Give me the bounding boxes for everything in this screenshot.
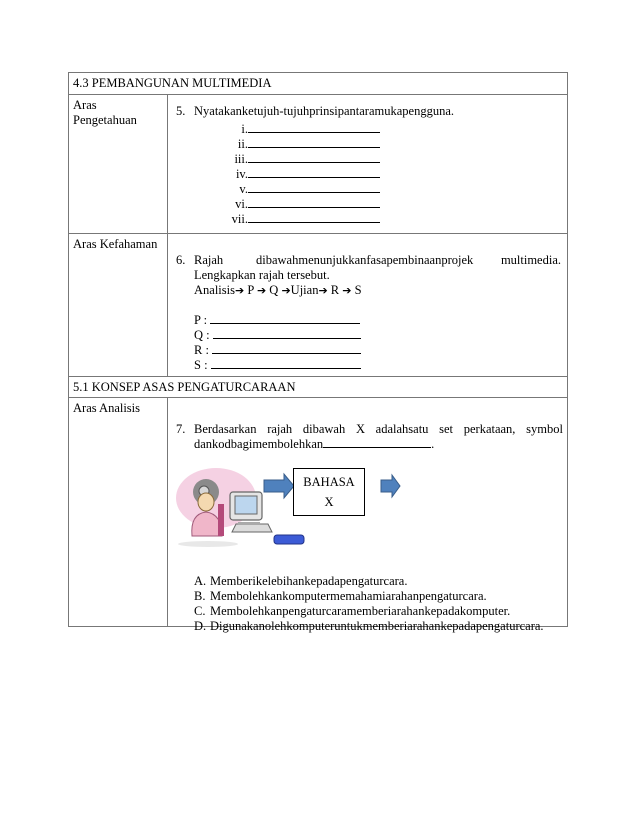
language-box	[293, 468, 365, 516]
blank-line[interactable]	[248, 182, 380, 193]
question-instruction: Lengkapkan rajah tersebut.	[194, 268, 330, 282]
roman-numeral: vii.	[231, 212, 248, 226]
question-word: adalahsatu	[375, 422, 429, 436]
phase-label: Q	[269, 283, 279, 297]
blank-line[interactable]	[248, 197, 380, 208]
question-line	[194, 422, 563, 437]
question-word: Rajah	[194, 253, 224, 267]
answer-label: P :	[194, 313, 208, 327]
right-arrow-icon: ➔	[281, 284, 291, 297]
blank-line[interactable]	[248, 212, 380, 223]
right-arrow-icon	[381, 475, 400, 497]
answer-line	[194, 358, 361, 373]
question-word: dibawah	[302, 422, 346, 436]
level-label: Aras	[73, 98, 97, 112]
level-cell	[69, 398, 168, 626]
roman-numeral: ii.	[237, 137, 248, 151]
option-text: Digunakanolehkomputeruntukmemberiarahankepadapengaturcara.	[210, 619, 544, 633]
question-word: perkataan,	[463, 422, 516, 436]
answer-line	[168, 137, 378, 152]
section-title: 5.1 KONSEP ASAS PENGATURCARAAN	[73, 380, 296, 394]
roman-numeral: vi.	[235, 197, 248, 211]
roman-numeral: iv.	[235, 167, 248, 181]
answer-line	[194, 313, 361, 328]
blank-line[interactable]	[210, 313, 360, 324]
answer-label: Q :	[194, 328, 210, 342]
roman-numeral: iii.	[234, 152, 248, 166]
level-cell	[69, 95, 168, 233]
phase-label: Ujian	[290, 283, 319, 297]
option-text: Memberikelebihankepadapengaturcara.	[210, 574, 408, 588]
option-letter: B.	[194, 589, 206, 603]
question-number: 6.	[176, 253, 186, 267]
question-word: X	[355, 422, 365, 436]
right-arrow-icon: ➔	[256, 284, 267, 297]
question-line	[194, 437, 434, 452]
answer-label: S :	[194, 358, 208, 372]
question-word: dibawahmenunjukkanfasapembinaanprojek	[256, 253, 474, 267]
option-item[interactable]	[194, 574, 544, 589]
question-text: dankodbagimembolehkan	[194, 437, 324, 451]
question-row	[69, 94, 567, 233]
box-label: X	[324, 495, 334, 509]
blank-line[interactable]	[213, 328, 361, 339]
box-label: BAHASA	[303, 475, 355, 489]
answer-line	[168, 197, 378, 212]
right-arrow-icon: ➔	[234, 284, 245, 297]
right-arrow-icon	[264, 474, 294, 498]
option-text: Membolehkanpengaturcaramemberiarahankepadakomputer.	[210, 604, 511, 618]
answer-list	[168, 122, 378, 227]
roman-numeral: v.	[239, 182, 248, 196]
answer-list	[194, 313, 361, 373]
question-word: Berdasarkan	[194, 422, 257, 436]
option-item[interactable]	[194, 589, 544, 604]
answer-line	[194, 328, 361, 343]
question-word: rajah	[267, 422, 293, 436]
answer-line	[168, 122, 378, 137]
blank-line[interactable]	[248, 152, 380, 163]
question-word: symbol	[526, 422, 563, 436]
blank-line[interactable]	[211, 358, 361, 369]
phase-label: S	[354, 283, 362, 297]
answer-line	[194, 343, 361, 358]
blank-line[interactable]	[248, 167, 380, 178]
option-item[interactable]	[194, 604, 544, 619]
answer-line	[168, 182, 378, 197]
blank-line[interactable]	[323, 437, 431, 448]
question-cell	[168, 234, 567, 376]
section-header	[69, 73, 567, 94]
options-list	[194, 574, 544, 634]
question-word: multimedia.	[500, 253, 561, 267]
question-row	[69, 397, 567, 633]
option-text: Membolehkankomputermemahamiarahanpengaturcara.	[210, 589, 487, 603]
question-number: 7.	[176, 422, 186, 436]
section-header	[69, 376, 567, 397]
blank-line[interactable]	[212, 343, 361, 354]
option-letter: D.	[194, 619, 207, 633]
phase-flow	[194, 283, 362, 298]
question-text: .	[431, 437, 435, 451]
option-item[interactable]	[194, 619, 544, 634]
question-row	[69, 233, 567, 376]
blank-line[interactable]	[248, 137, 380, 148]
phase-label: R	[330, 283, 340, 297]
worksheet-table	[68, 72, 568, 633]
answer-line	[168, 212, 378, 227]
question-text: Nyatakanketujuh-tujuhprinsipantaramukapengguna.	[194, 104, 454, 118]
question-cell	[168, 95, 567, 233]
answer-line	[168, 167, 378, 182]
blank-line[interactable]	[248, 122, 380, 133]
level-label: Pengetahuan	[73, 113, 137, 127]
level-label: Aras Kefahaman	[73, 237, 158, 251]
option-letter: A.	[194, 574, 207, 588]
level-cell	[69, 234, 168, 376]
right-arrow-icon: ➔	[318, 284, 328, 297]
answer-label: R :	[194, 343, 209, 357]
right-arrow-icon: ➔	[342, 284, 352, 297]
phase-label: P	[247, 283, 254, 297]
question-word: set	[439, 422, 454, 436]
question-cell	[168, 398, 567, 633]
language-diagram	[168, 458, 408, 568]
section-title: 4.3 PEMBANGUNAN MULTIMEDIA	[73, 76, 272, 90]
level-label: Aras Analisis	[73, 401, 141, 415]
question-number: 5.	[176, 104, 186, 118]
answer-line	[168, 152, 378, 167]
roman-numeral: i.	[241, 122, 248, 136]
option-letter: C.	[194, 604, 206, 618]
phase-label: Analisis	[194, 283, 235, 297]
